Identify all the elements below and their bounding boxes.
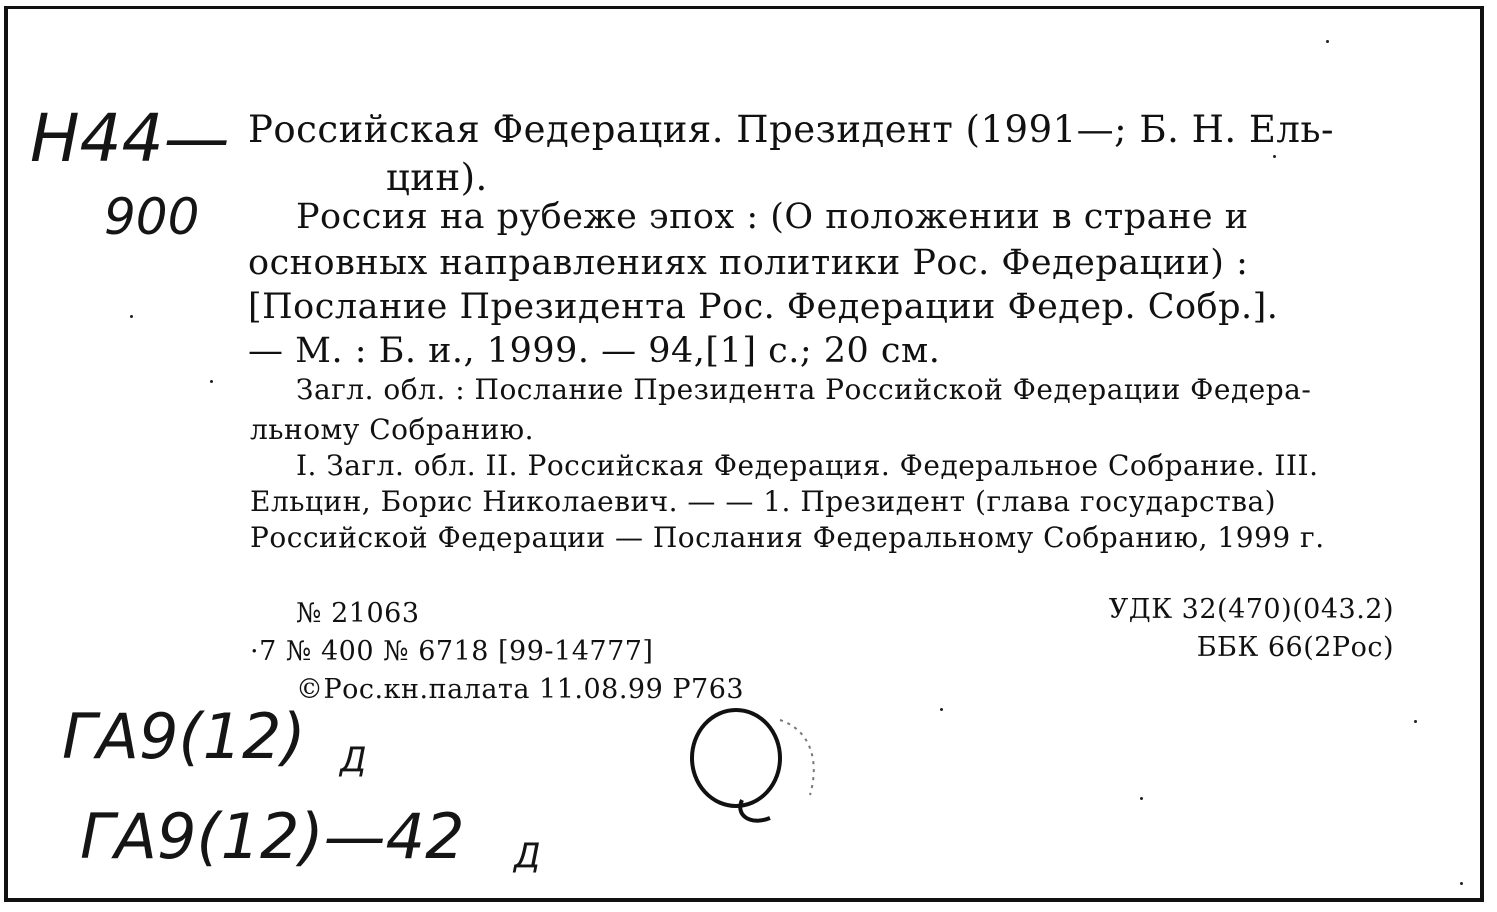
footer-registry: ·7 № 400 № 6718 [99-14777] [250, 636, 654, 667]
heading-line1: Российская Федерация. Президент (1991—; Б. Н. Ель- [248, 108, 1335, 151]
tracing-line-1: I. Загл. обл. II. Российская Федерация. Федеральное Собрание. III. [296, 449, 1319, 482]
title-line-2: основных направлениях политики Рос. Федерации) : [248, 243, 1249, 283]
speck [1140, 797, 1143, 800]
heading-line2: цин). [386, 156, 488, 199]
stamp-circle [680, 700, 830, 840]
title-line-3: [Послание Президента Рос. Федерации Федер. Собр.]. [248, 287, 1279, 327]
speck [210, 380, 213, 383]
handwritten-mark-2: ГА9(12)—42 [80, 800, 465, 873]
speck [940, 708, 943, 711]
speck [1273, 155, 1276, 158]
udk-code: УДК 32(470)(043.2) [1108, 594, 1394, 625]
note-line-1: Загл. обл. : Послание Президента Российской Федерации Федера- [296, 373, 1312, 406]
speck [1460, 882, 1463, 885]
bbk-code: ББК 66(2Рос) [1196, 632, 1394, 663]
title-line-1: Россия на рубеже эпох : (О положении в стране и [296, 197, 1249, 237]
call-number-line1: Н44— [30, 100, 230, 177]
title-line-4: — М. : Б. и., 1999. — 94,[1] с.; 20 см. [248, 331, 941, 371]
note-line-2: льному Собранию. [250, 413, 535, 446]
handwritten-mark-1: ГА9(12) [62, 700, 306, 773]
footer-number: № 21063 [296, 598, 420, 629]
handwritten-mark-1-sub: Д [340, 740, 367, 780]
tracing-line-3: Российской Федерации — Послания Федеральному Собранию, 1999 г. [250, 521, 1325, 554]
footer-copyright: ©Рос.кн.палата 11.08.99 Р763 [296, 674, 745, 705]
speck [130, 315, 133, 318]
speck [1414, 720, 1417, 723]
call-number-line2: 900 [104, 188, 200, 246]
handwritten-mark-2-sub: Д [514, 836, 541, 876]
tracing-line-2: Ельцин, Борис Николаевич. — — 1. Президент (глава государства) [250, 485, 1277, 518]
speck [1326, 40, 1329, 43]
